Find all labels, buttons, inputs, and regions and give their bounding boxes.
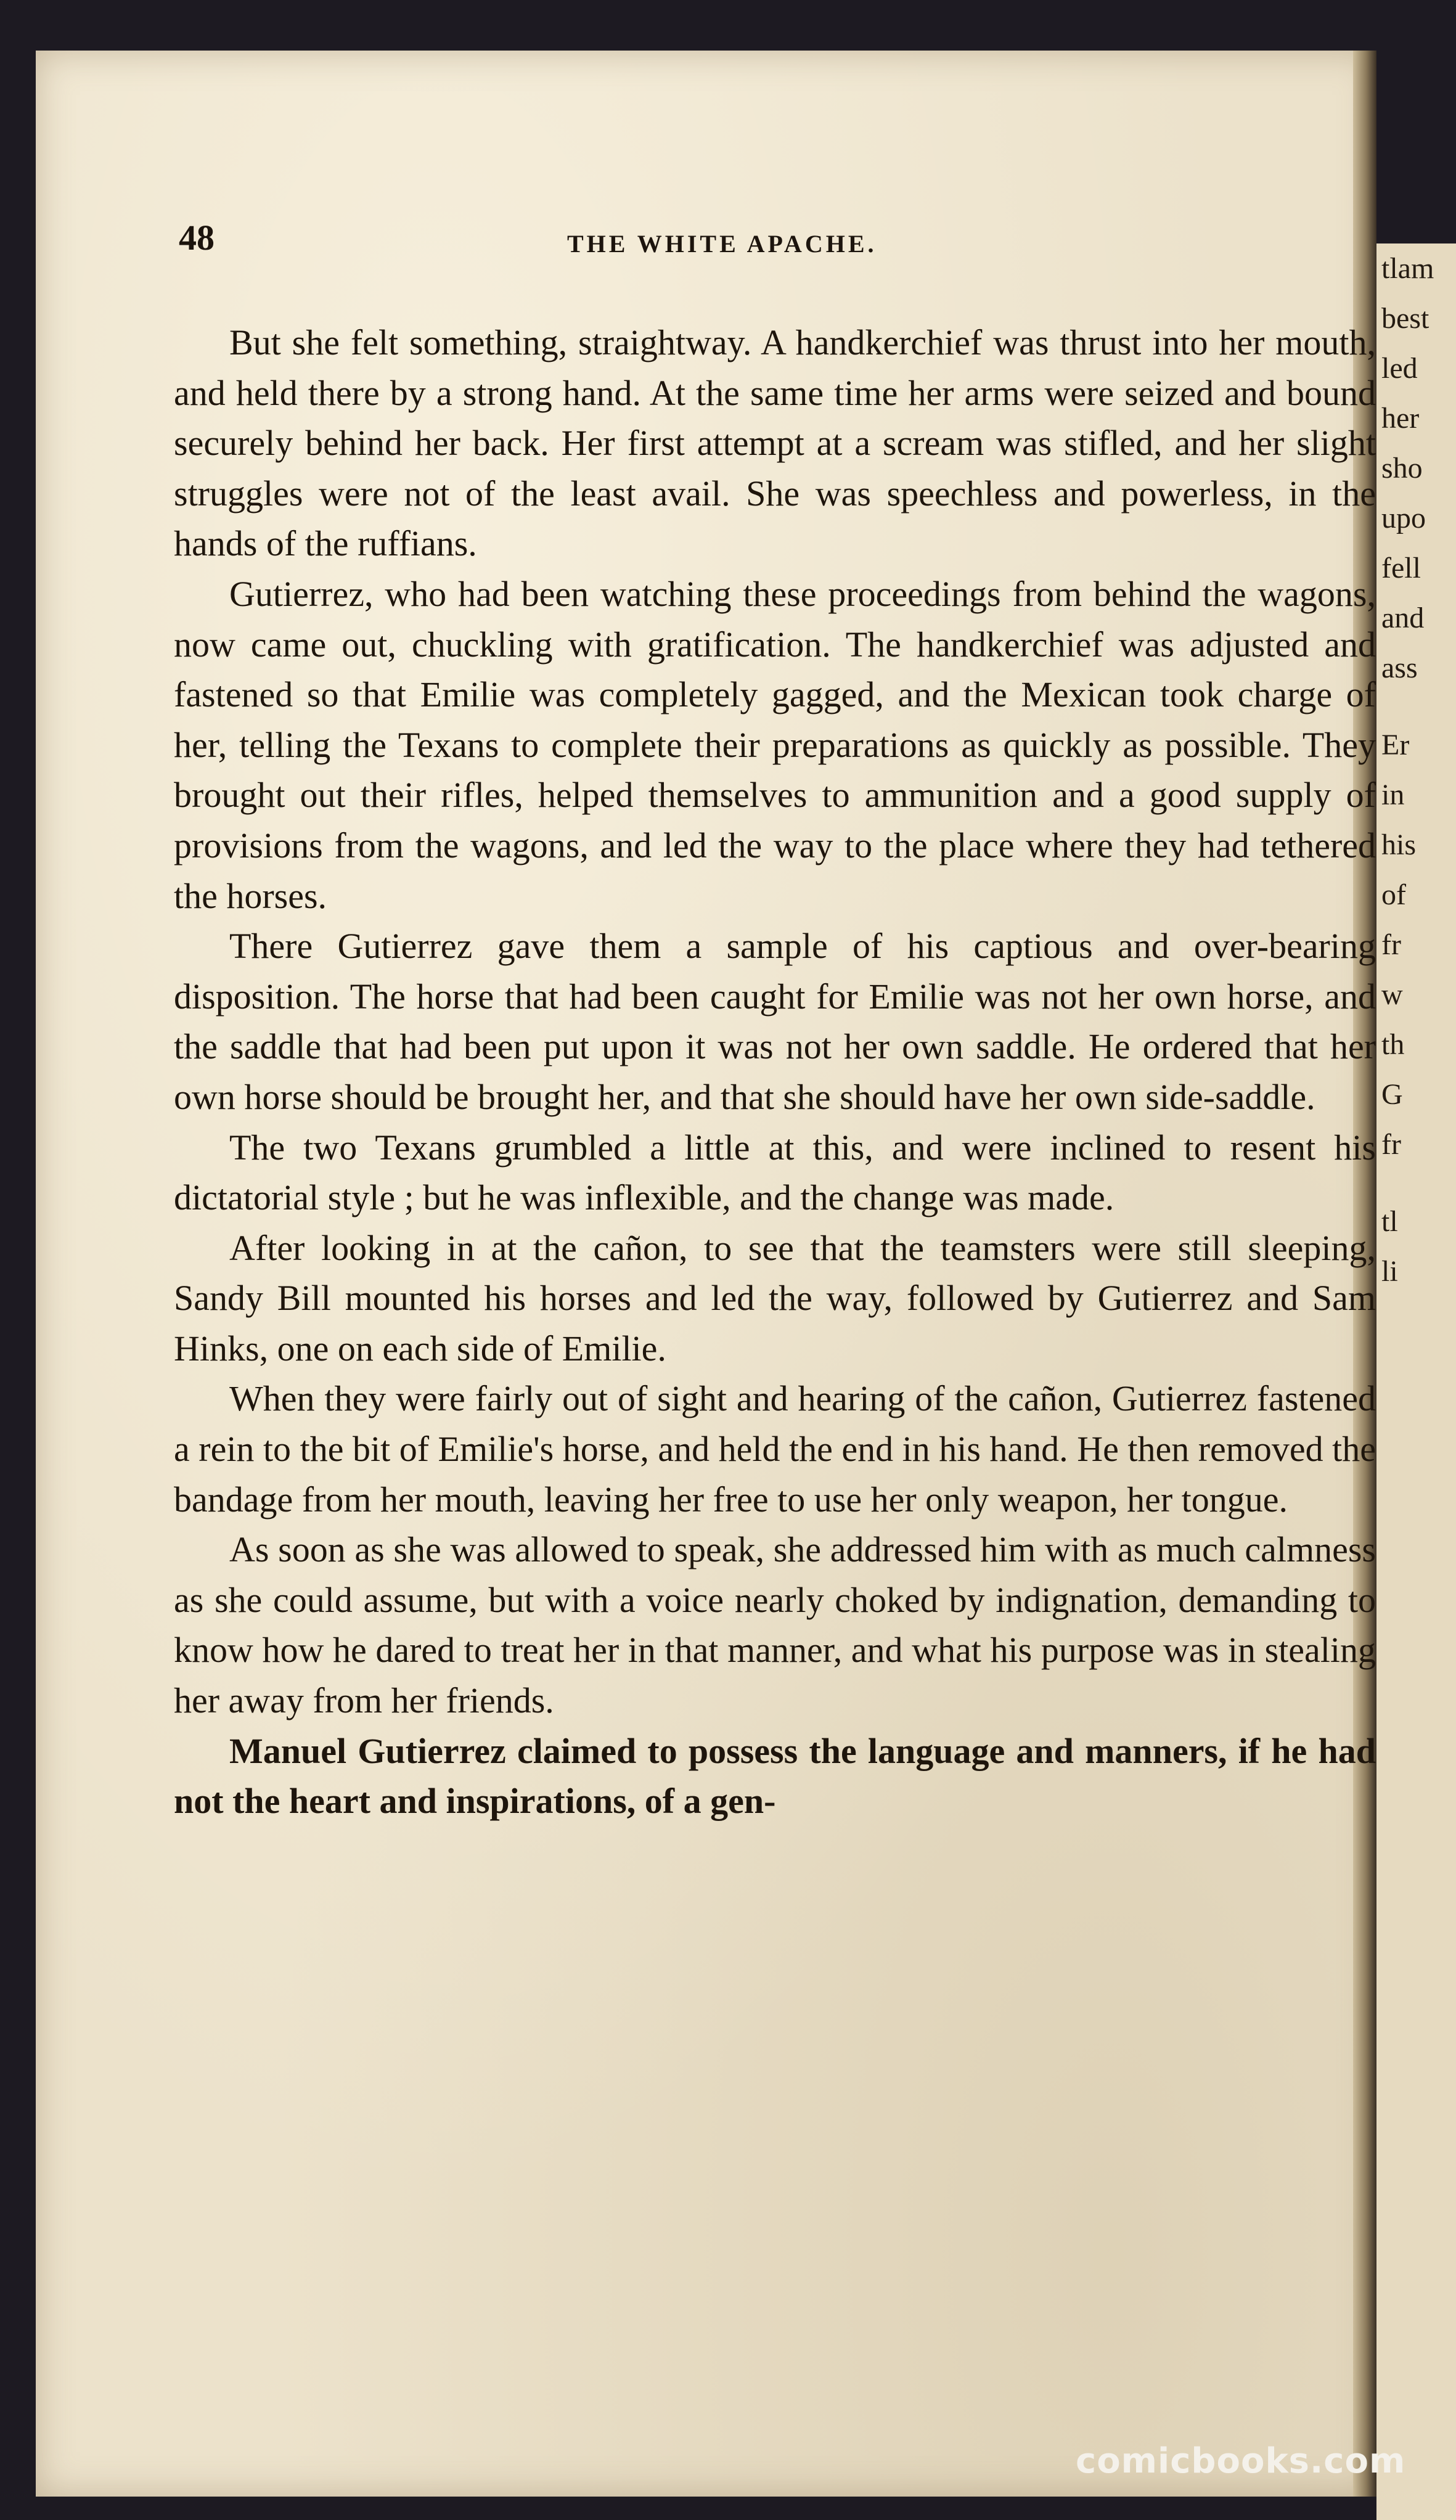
paragraph: When they were fairly out of sight and hearing of the cañon, Gutierrez fastened a rein to the bit of Emilie's horse, and held the end in his hand. He then removed the bandage from her mouth, leaving her free to use her only weapon, her tongue. <box>174 1378 1376 1520</box>
adjacent-page-line: ass <box>1381 652 1418 684</box>
adjacent-page-line: Er <box>1381 729 1410 761</box>
adjacent-page-line: tl <box>1381 1205 1398 1238</box>
paragraph: Manuel Gutierrez claimed to possess the language and manners, if he had not the heart and inspirations, of a gen- <box>174 1730 1376 1822</box>
watermark: comicbooks.com <box>1076 2441 1406 2481</box>
running-head: THE WHITE APACHE. <box>567 230 877 258</box>
adjacent-page-line: and <box>1381 602 1425 634</box>
paragraph: There Gutierrez gave them a sample of his captious and over-bearing disposition. The horse that had been caught for Emilie was not her own horse, and the saddle that had been put upon it was not her own saddle. He ordered that her own horse should be brought her, and that she should have her own side-saddle. <box>174 926 1376 1117</box>
adjacent-page-line: in <box>1381 779 1405 811</box>
adjacent-page-line: of <box>1381 878 1406 911</box>
adjacent-page-line: th <box>1381 1028 1405 1061</box>
adjacent-page-line: best <box>1381 302 1429 335</box>
page-number: 48 <box>179 218 215 258</box>
adjacent-page-edge <box>1376 243 1456 2520</box>
adjacent-page-fragment <box>1376 720 1456 1169</box>
adjacent-page-fragment <box>1376 243 1456 693</box>
adjacent-page-line: sho <box>1381 452 1423 485</box>
adjacent-page-line: fr <box>1381 1128 1401 1161</box>
adjacent-page-line: tlam <box>1381 252 1434 285</box>
adjacent-page-line: li <box>1381 1255 1398 1288</box>
adjacent-page-line: led <box>1381 352 1418 385</box>
paragraph: As soon as she was allowed to speak, she addressed him with as much calmness as she could assume, but with a voice nearly choked by indignation, demanding to know how he dared to treat her in that manner, and what his purpose was in stealing her away from her friends. <box>174 1529 1376 1721</box>
adjacent-page-fragment <box>1376 1197 1456 1296</box>
paragraph: But she felt something, straightway. A handkerchief was thrust into her mouth, and held there by a strong hand. At the same time her arms were seized and bound securely behind her back. Her first attempt at a scream was stifled, and her slight struggles were not of the least avail. She was speechless and powerless, in the hands of the ruffians. <box>174 322 1376 564</box>
body-text <box>174 317 1376 1827</box>
paragraph: Gutierrez, who had been watching these proceedings from behind the wagons, now came out, chuckling with gratification. The handkerchief was adjusted and fastened so that Emilie was completely gagged, and the Mexican took charge of her, telling the Texans to complete their preparations as quickly as possible. They brought out their rifles, helped themselves to ammunition and a good supply of provisions from the wagons, and led the way to the place where they had tethered the horses. <box>174 573 1376 916</box>
adjacent-page-line: upo <box>1381 502 1426 534</box>
adjacent-page-line: G <box>1381 1078 1403 1111</box>
adjacent-page-line: w <box>1381 978 1403 1011</box>
paragraph: The two Texans grumbled a little at this, and were inclined to resent his dictatorial style ; but he was inflexible, and the change was made. <box>174 1127 1376 1218</box>
adjacent-page-line: her <box>1381 402 1420 435</box>
paragraph: After looking in at the cañon, to see that the teamsters were still sleeping, Sandy Bill mounted his horses and led the way, followed by Gutierrez and Sam Hinks, one on each side of Emilie. <box>174 1227 1376 1368</box>
adjacent-page-line: fell <box>1381 552 1421 584</box>
adjacent-page-line: fr <box>1381 928 1401 961</box>
adjacent-page-line: his <box>1381 828 1417 861</box>
